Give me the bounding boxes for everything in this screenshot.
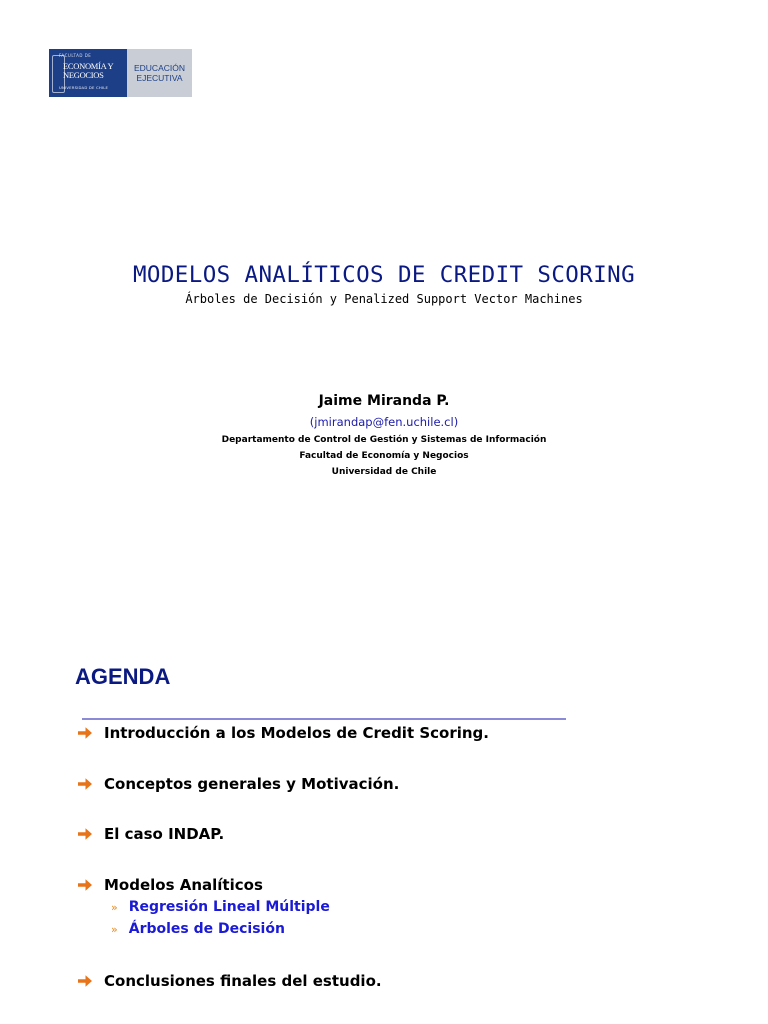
- agenda-item-label: Introducción a los Modelos de Credit Scoring.: [104, 724, 489, 742]
- logo-program-panel: [127, 49, 192, 97]
- institution-logo: [49, 49, 192, 97]
- author-email[interactable]: (jmirandap@fen.uchile.cl): [309, 415, 459, 429]
- document-subtitle: Árboles de Decisión y Penalized Support Vector Machines: [185, 292, 583, 306]
- author-university: Universidad de Chile: [331, 467, 437, 477]
- agenda-item-label: Modelos Analíticos: [104, 876, 263, 894]
- agenda-subitem: [111, 921, 285, 937]
- agenda-divider: [82, 718, 566, 720]
- agenda-item-label: Conclusiones finales del estudio.: [104, 972, 382, 990]
- agenda-item: [77, 724, 489, 742]
- agenda-subitem-label: Árboles de Decisión: [128, 921, 285, 937]
- arrow-right-icon: [77, 726, 93, 740]
- arrow-right-icon: [77, 878, 93, 892]
- agenda-item-label: Conceptos generales y Motivación.: [104, 775, 400, 793]
- agenda-item: [77, 775, 399, 793]
- arrow-right-icon: [77, 827, 93, 841]
- agenda-item-label: El caso INDAP.: [104, 825, 225, 843]
- arrow-right-icon: [77, 974, 93, 988]
- logo-faculty-panel: [49, 49, 127, 97]
- logo-right-line-1: EDUCACIÓN: [133, 63, 185, 73]
- arrow-right-icon: [77, 777, 93, 791]
- author-name: Jaime Miranda P.: [318, 393, 450, 409]
- agenda-item: [77, 825, 224, 843]
- agenda-subitem-label: Regresión Lineal Múltiple: [128, 899, 330, 915]
- author-faculty: Facultad de Economía y Negocios: [299, 451, 469, 461]
- logo-right-line-2: EJECUTIVA: [136, 73, 183, 83]
- logo-line-2: NEGOCIOS: [63, 70, 104, 80]
- logo-line-1: ECONOMÍA Y: [63, 61, 114, 71]
- document-title: MODELOS ANALÍTICOS DE CREDIT SCORING: [132, 262, 636, 288]
- logo-university-text: UNIVERSIDAD DE CHILE: [59, 85, 109, 90]
- chevron-double-right-icon: »: [111, 900, 118, 914]
- logo-small-text: FACULTAD DE: [59, 53, 92, 58]
- agenda-item: [77, 876, 263, 894]
- chevron-double-right-icon: »: [111, 922, 118, 936]
- author-department: Departamento de Control de Gestión y Sistemas de Información: [221, 435, 547, 445]
- agenda-subitem: [111, 899, 330, 915]
- agenda-item: [77, 972, 382, 990]
- agenda-heading: AGENDA: [75, 664, 171, 689]
